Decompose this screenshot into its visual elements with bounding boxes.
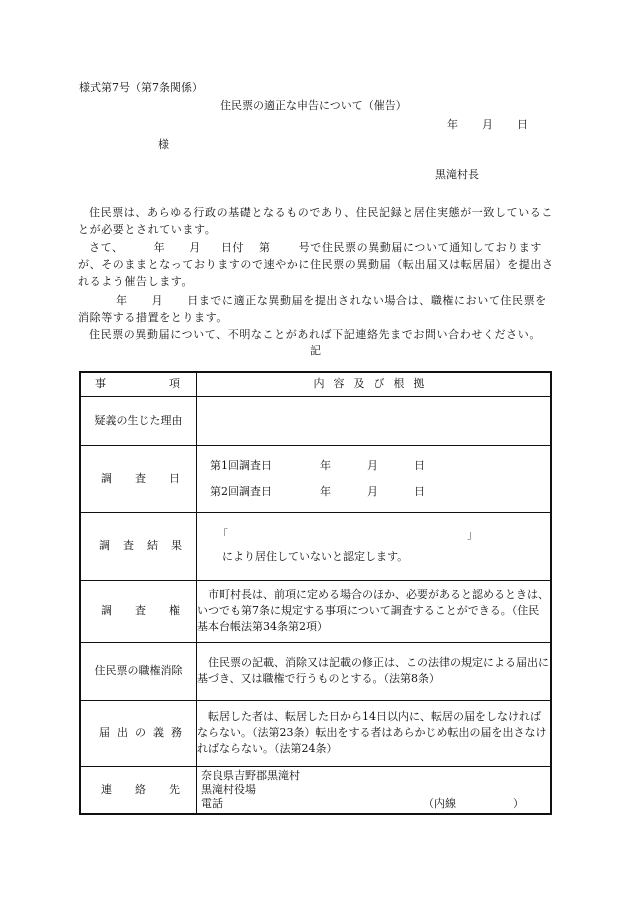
header-content: 内容及び根拠 xyxy=(197,372,552,396)
row-survey-result xyxy=(80,512,551,580)
contact-extension: （内線 xyxy=(423,796,456,810)
survey-date-label: 調 査 日 xyxy=(80,445,197,512)
survey-result-label: 調 査 結 果 xyxy=(80,512,197,580)
document-title: 住民票の適正な申告について（催告） xyxy=(220,99,407,112)
reason-content xyxy=(197,396,552,445)
date-day: 日 xyxy=(517,118,528,131)
table-header-row xyxy=(80,372,551,396)
date-year: 年 xyxy=(447,118,458,131)
paragraph-3: 年 月 日までに適正な異動届を提出されない場合は、職権において住民票を消除等する措置をとります。 xyxy=(78,294,547,324)
details-table xyxy=(79,371,552,815)
paragraph-4: 住民票の異動届について、不明なことがあれば下記連絡先までお問い合わせください。 xyxy=(89,328,541,341)
contact-label: 連 絡 先 xyxy=(80,766,197,814)
survey-date-content xyxy=(197,445,552,512)
obligation-label: 届 出 の 義 務 xyxy=(80,700,197,766)
reason-label: 疑義の生じた理由 xyxy=(80,396,197,445)
obligation-text: 転居した者は、転居した日から14日以内に、転居の届をしなければならない。（法第23条）転出をする者はあらかじめ転出の届を出さなければならない。（法第24条） xyxy=(197,700,552,766)
addressee-suffix: 様 xyxy=(158,138,169,151)
row-deletion xyxy=(80,642,551,700)
survey-result-text: により居住していないと認定します。 xyxy=(222,550,409,563)
survey-authority-label: 調 査 権 xyxy=(80,580,197,642)
date-month: 月 xyxy=(482,118,493,131)
paragraph-1: 住民票は、あらゆる行政の基礎となるものであり、住民記録と居住実態が一致していることが必要とされています。 xyxy=(78,206,553,236)
row-contact xyxy=(80,766,551,814)
sender-name: 黒滝村長 xyxy=(435,168,479,181)
contact-phone-line xyxy=(201,797,550,811)
survey-result-content xyxy=(197,512,552,580)
deletion-label: 住民票の職権消除 xyxy=(80,642,197,700)
survey-date-line-2: 第2回調査日 年 月 日 xyxy=(210,484,425,498)
contact-office: 黒滝村役場 xyxy=(201,782,256,796)
header-item-b: 項 xyxy=(169,377,180,391)
header-item-a: 事 xyxy=(95,377,106,391)
survey-date-line-1: 第1回調査日 年 月 日 xyxy=(210,458,425,472)
paragraph-2: さて、 年 月 日付 第 号で住民票の異動届について通知しておりますが、そのままとなっておりますので速やかに住民票の異動届（転出届又は転居届）を提出されるよう催告します。 xyxy=(78,241,554,288)
contact-phone-label: 電話 xyxy=(201,796,223,810)
deletion-text: 住民票の記載、消除又は記載の修正は、この法律の規定による届出に基づき、又は職権で行うものとする。（法第8条） xyxy=(197,642,552,700)
survey-result-brackets: 「 」 xyxy=(217,528,478,541)
header-item xyxy=(80,372,197,396)
row-survey-date xyxy=(80,445,551,512)
contact-extension-close: ） xyxy=(513,796,524,810)
row-reason xyxy=(80,396,551,445)
form-number: 様式第7号（第7条関係） xyxy=(79,81,203,94)
row-survey-authority xyxy=(80,580,551,642)
contact-content xyxy=(197,766,552,814)
survey-authority-text: 市町村長は、前項に定める場合のほか、必要があると認めるときは、いつでも第7条に規定する事項について調査することができる。（住民基本台帳法第34条第2項） xyxy=(197,580,552,642)
row-obligation xyxy=(80,700,551,766)
ki-label: 記 xyxy=(310,344,321,357)
contact-address: 奈良県吉野郡黒滝村 xyxy=(201,768,300,782)
